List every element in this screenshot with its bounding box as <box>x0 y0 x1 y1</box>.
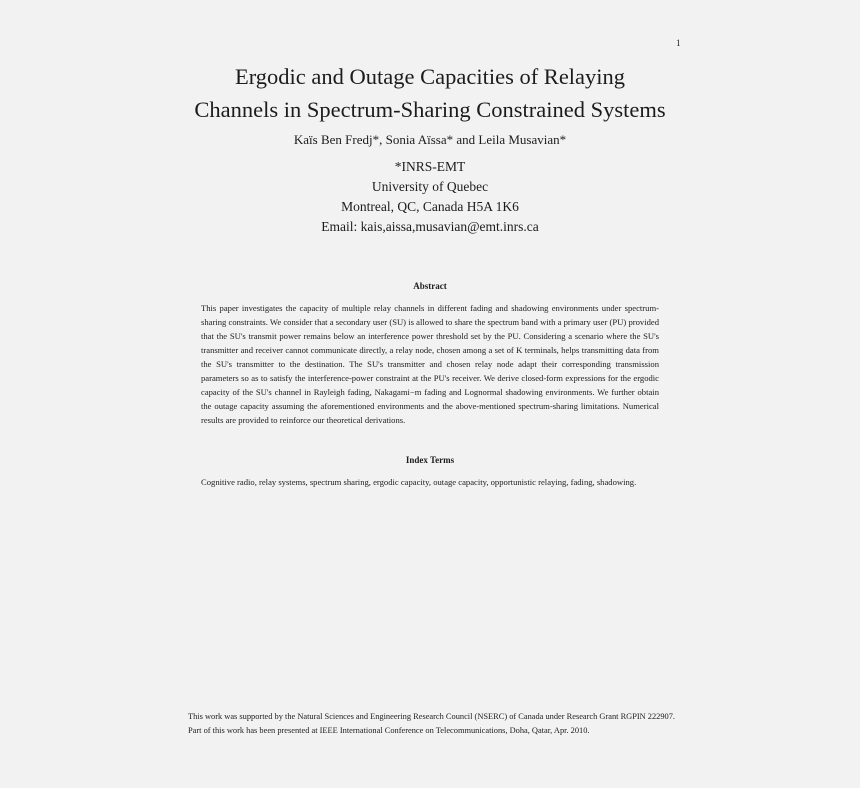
affiliation-address: Montreal, QC, Canada H5A 1K6 <box>341 199 519 214</box>
index-terms-text: Cognitive radio, relay systems, spectrum sharing, ergodic capacity, outage capacity, opportunistic relaying, fading, shadowing. <box>201 477 637 487</box>
title-line-1: Ergodic and Outage Capacities of Relaying <box>234 64 626 89</box>
abstract-text: This paper investigates the capacity of multiple relay channels in different fading and shadowing environments under spectrum-sharing constraints. We consider that a secondary user (SU) is allowed to share the spectrum band with a primary user (PU) provided that the SU's transmit power remains below an interference power threshold set by the PU. Considering a scenario where the SU's transmitter and receiver cannot communicate directly, a relay node, chosen among a set of K terminals, helps transmitting data from the SU's transmitter to the destination. The SU's transmitter and chosen relay node adapt their corresponding transmission parameters so as to satisfy the interference-power constraint at the PU's receiver. We derive closed-form expressions for the ergodic capacity of the SU's channel in Rayleigh fading, Nakagami−m fading and Lognormal shadowing environments. We further obtain the outage capacity assuming the aforementioned environments and the above-mentioned spectrum-sharing limitations. Numerical results are provided to reinforce our theoretical derivations. <box>201 303 659 425</box>
abstract-heading: Abstract <box>413 281 447 291</box>
footnotes <box>178 710 686 737</box>
footnote-conference: Part of this work has been presented at IEEE International Conference on Telecommunications, Doha, Qatar, Apr. 2010. <box>188 725 590 735</box>
page-number: 1 <box>676 38 681 48</box>
footnote-funding: This work was supported by the Natural Sciences and Engineering Research Council (NSERC) of Canada under Research Grant RGPIN 222907. <box>188 712 676 721</box>
affiliation-email: Email: kais,aissa,musavian@emt.inrs.ca <box>321 219 539 234</box>
paper-title <box>0 60 860 126</box>
title-line-2: Channels in Spectrum-Sharing Constrained Systems <box>194 97 666 122</box>
affiliation-block <box>0 157 860 237</box>
affiliation-institute: *INRS-EMT <box>394 159 466 174</box>
index-terms-heading: Index Terms <box>405 455 455 465</box>
affiliation-university: University of Quebec <box>371 179 489 194</box>
author-list: Kaïs Ben Fredj*, Sonia Aïssa* and Leila Musavian* <box>293 132 567 147</box>
